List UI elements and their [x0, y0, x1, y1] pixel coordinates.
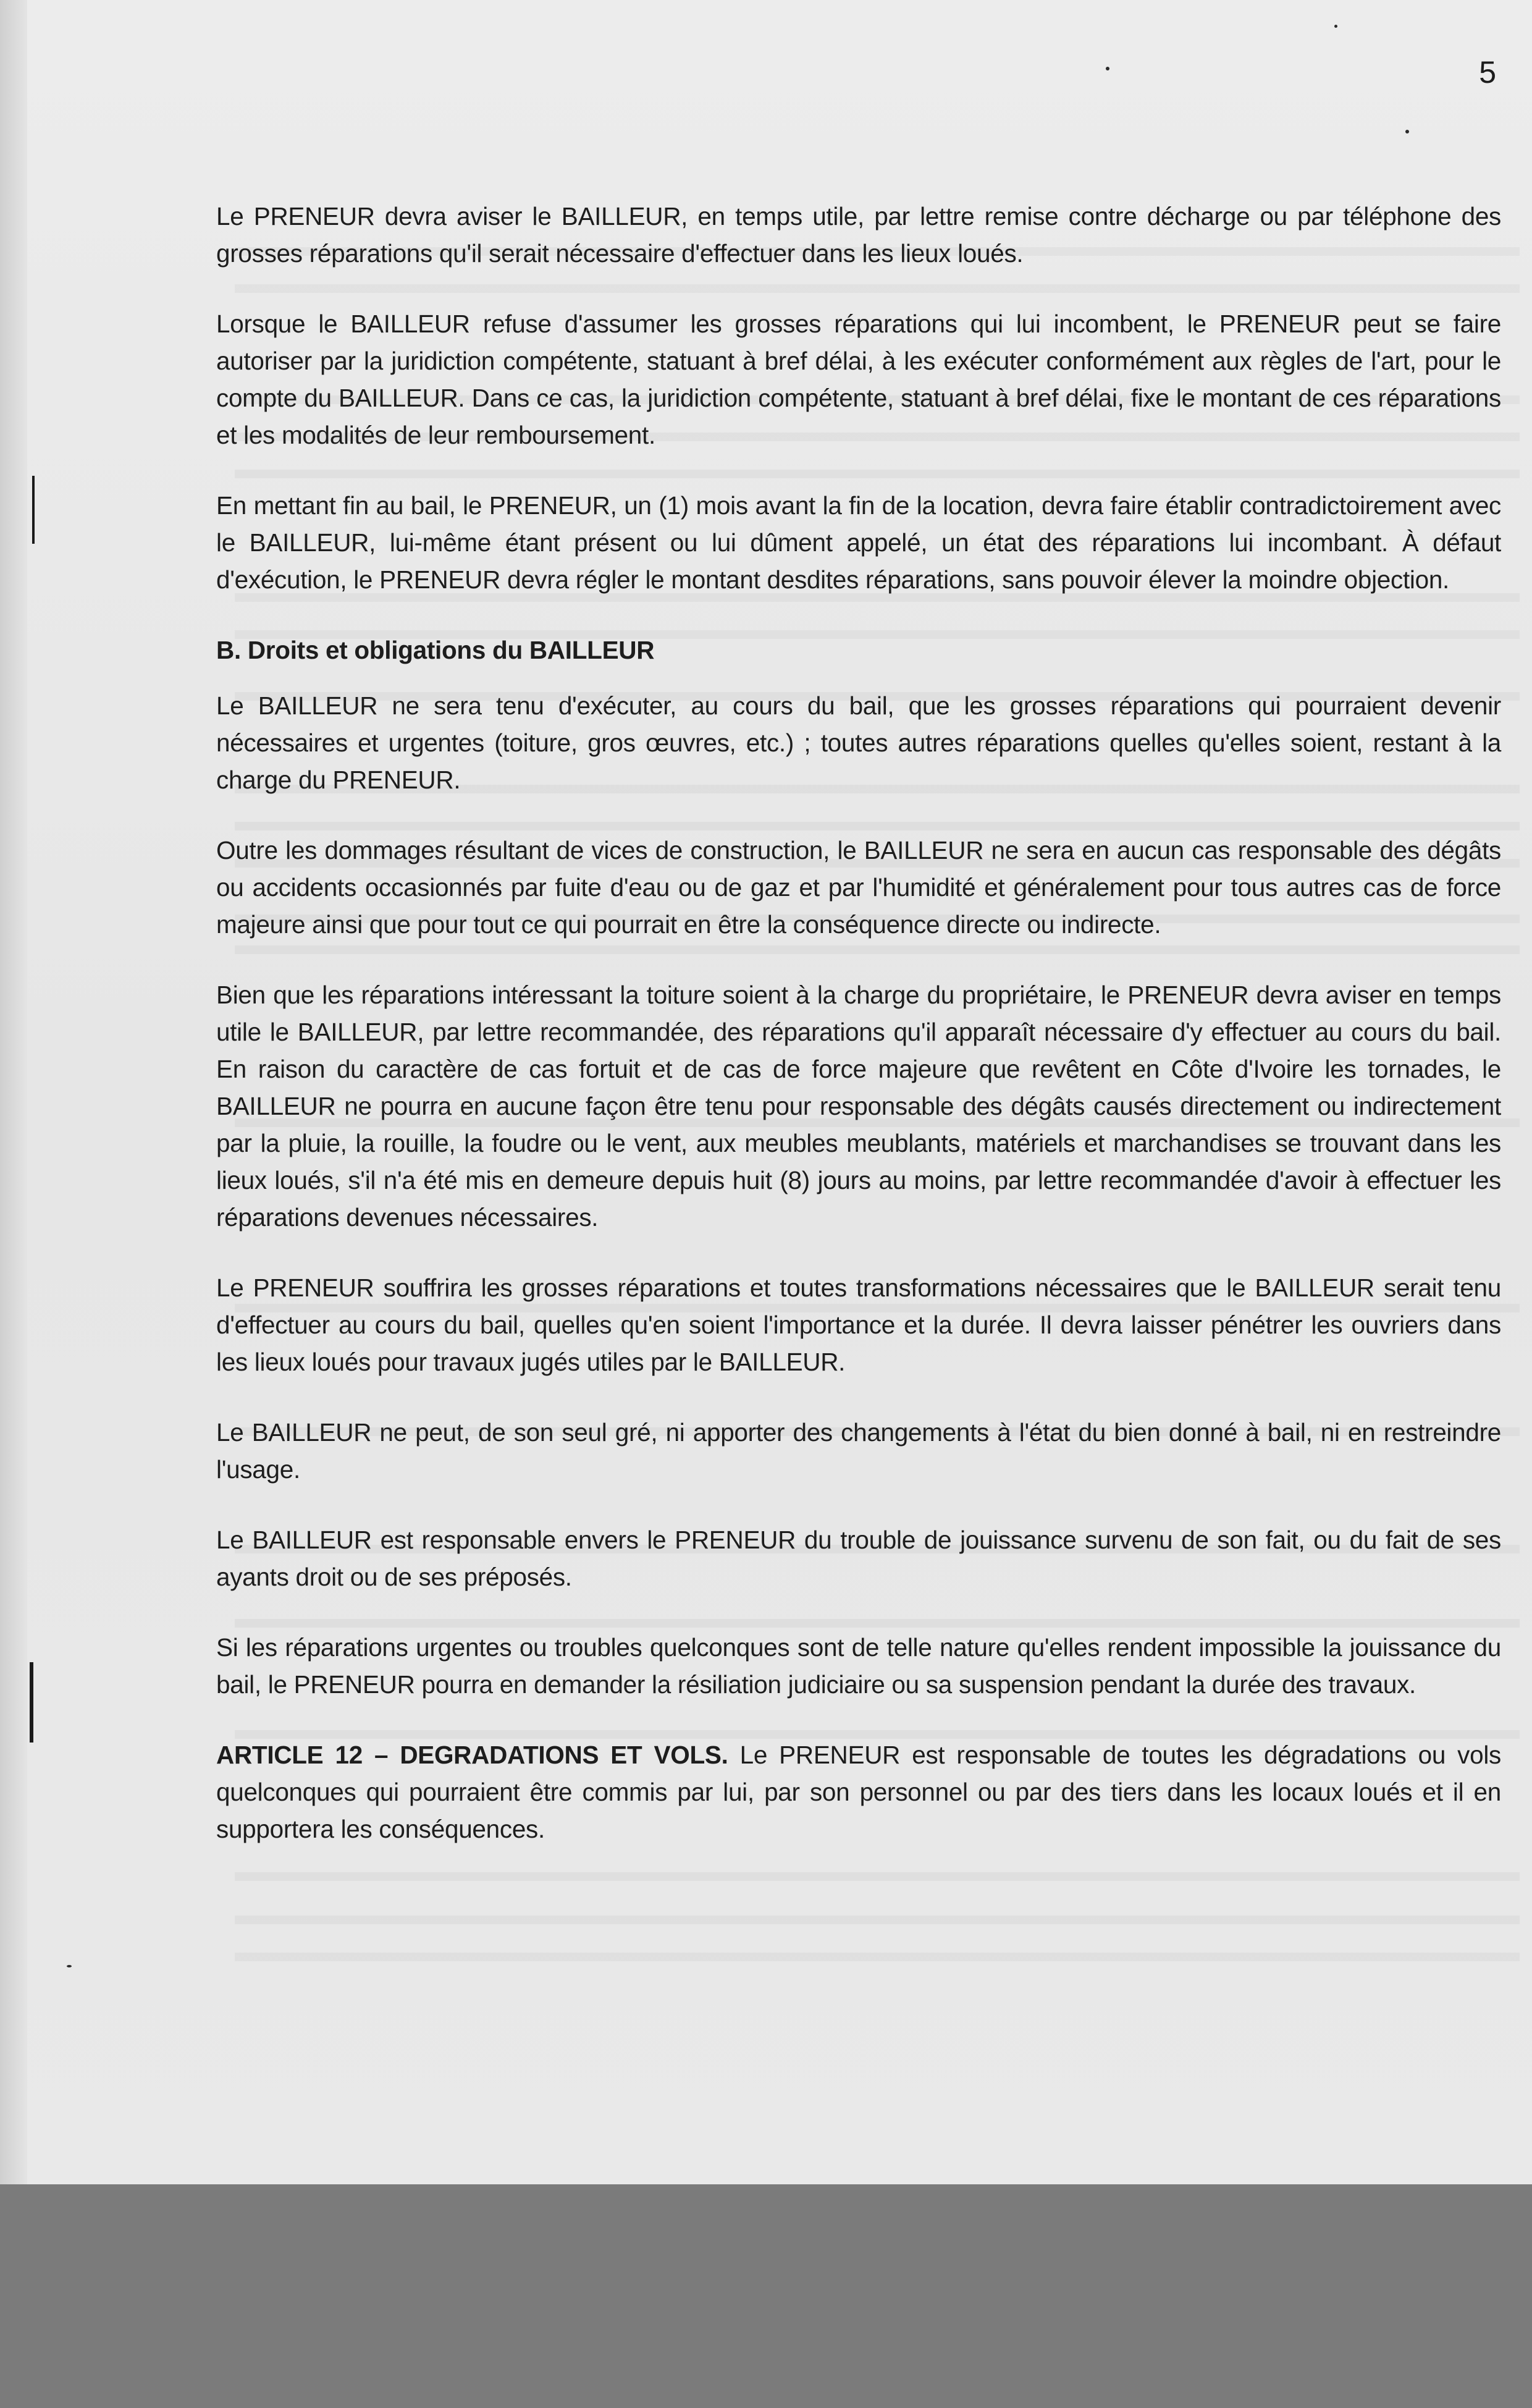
document-body — [216, 198, 1501, 1881]
paragraph: Le BAILLEUR ne peut, de son seul gré, ni apporter des changements à l'état du bien donné à bail, ni en restreindre l'usage. — [216, 1418, 1501, 1484]
paragraph: Le PRENEUR devra aviser le BAILLEUR, en temps utile, par lettre remise contre décharge ou par téléphone des grosses réparations qu'il serait nécessaire d'effectuer dans les lieux loués. — [216, 202, 1501, 268]
paragraph: Si les réparations urgentes ou troubles quelconques sont de telle nature qu'elles rendent impossible la jouissance du bail, le PRENEUR pourra en demander la résiliation judiciaire ou sa suspension pendant la durée des travaux. — [216, 1633, 1501, 1699]
page-number: 5 — [1479, 55, 1496, 90]
paragraph: Le BAILLEUR est responsable envers le PRENEUR du trouble de jouissance survenu de son fait, ou du fait de ses ayants droit ou de ses préposés. — [216, 1526, 1501, 1591]
paragraph: Le BAILLEUR ne sera tenu d'exécuter, au cours du bail, que les grosses réparations qui pourraient devenir nécessaires et urgentes (toiture, gros œuvres, etc.) ; toutes autres réparations quelles qu'elles soient, restant à la charge du PRENEUR. — [216, 691, 1501, 794]
paragraph: Le PRENEUR souffrira les grosses réparations et toutes transformations nécessaires que le BAILLEUR serait tenu d'effectuer au cours du bail, quelles qu'en soient l'importance et la durée. Il devra laisser pénétrer les ouvriers dans les lieux loués pour travaux jugés utiles par le BAILLEUR. — [216, 1274, 1501, 1376]
paragraph: Lorsque le BAILLEUR refuse d'assumer les grosses réparations qui lui incombent, le PRENEUR peut se faire autoriser par la juridiction compétente, statuant à bref délai, à les exécuter conformément aux règles de l'art, pour le compte du BAILLEUR. Dans ce cas, la juridiction compétente, statuant à bref délai, fixe le montant de ces réparations et les modalités de leur remboursement. — [216, 310, 1501, 449]
paragraph: Bien que les réparations intéressant la toiture soient à la charge du propriétaire, le PRENEUR devra aviser en temps utile le BAILLEUR, par lettre recommandée, des réparations qu'il apparaît nécessaire d'y effectuer au cours du bail. En raison du caractère de cas fortuit et de cas de force majeure que revêtent en Côte d'Ivoire les tornades, le BAILLEUR ne pourra en aucune façon être tenu pour responsable des dégâts causés directement ou indirectement par la pluie, la rouille, la foudre ou le vent, aux meubles meublants, matériels et marchandises se trouvant dans les lieux loués, s'il n'a été mis en demeure depuis huit (8) jours au moins, par lettre recommandée d'avoir à effectuer les réparations devenues nécessaires. — [216, 981, 1501, 1231]
scanner-background — [0, 2184, 1532, 2408]
scan-left-edge — [0, 0, 27, 2184]
section-heading: B. Droits et obligations du BAILLEUR — [216, 636, 655, 664]
article-text: Le PRENEUR est responsable de toutes les dégradations ou vols quelconques qui pourraient être commis par lui, par son personnel ou par des tiers dans les locaux loués et il en supportera les conséquences. — [216, 1741, 1501, 1843]
article-12-paragraph — [216, 1736, 1501, 1848]
scan-speck — [67, 1965, 72, 1967]
scan-mark — [30, 1662, 33, 1743]
scan-speck — [1405, 130, 1409, 133]
paragraph: En mettant fin au bail, le PRENEUR, un (1) mois avant la fin de la location, devra faire établir contradictoirement avec le BAILLEUR, lui-même étant présent ou lui dûment appelé, un état des réparations lui incombant. À défaut d'exécution, le PRENEUR devra régler le montant desdites réparations, sans pouvoir élever la moindre objection. — [216, 491, 1501, 594]
scan-speck — [1106, 67, 1109, 70]
scan-speck — [1334, 25, 1337, 28]
paragraph: Outre les dommages résultant de vices de construction, le BAILLEUR ne sera en aucun cas responsable des dégâts ou accidents occasionnés par fuite d'eau ou de gaz et par l'humidité et généralement pour tous autres cas de force majeure ainsi que pour tout ce qui pourrait en être la conséquence directe ou indirecte. — [216, 836, 1501, 939]
scan-mark — [32, 476, 35, 544]
article-title: ARTICLE 12 – DEGRADATIONS ET VOLS. — [216, 1741, 728, 1769]
